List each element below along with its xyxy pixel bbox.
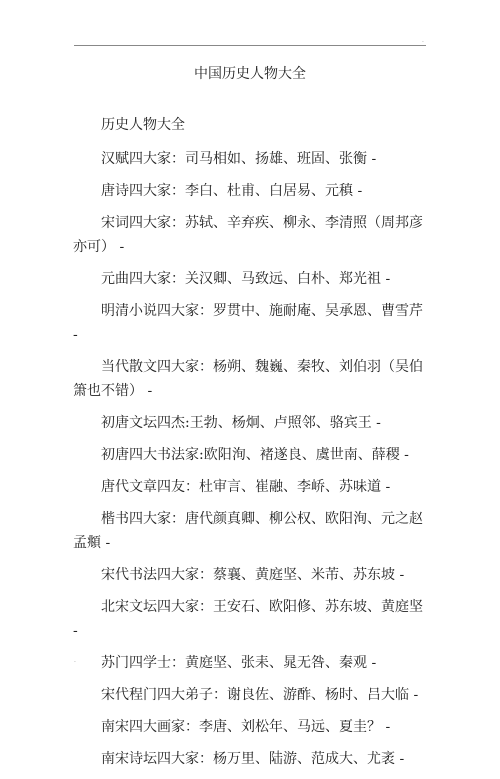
entry-song-ci: 宋词四大家：苏轼、辛弃疾、柳永、李清照（周邦彦亦可） -	[73, 215, 423, 255]
document-title: 中国历史人物大全	[194, 66, 306, 82]
document-body	[73, 113, 429, 779]
entry-tang-poetry: 唐诗四大家：李白、杜甫、白居易、元稹 -	[101, 183, 363, 199]
header-rule	[74, 45, 426, 46]
entry-northern-song-literature: 北宋文坛四大家：王安石、欧阳修、苏东坡、黄庭坚 -	[73, 599, 423, 639]
entry-yuan-qu: 元曲四大家：关汉卿、马致远、白朴、郑光祖 -	[101, 271, 391, 287]
entry-su-school-scholars: 苏门四学士：黄庭坚、张耒、晁无咎、秦观 -	[101, 655, 377, 671]
entry-southern-song-poets: 南宋诗坛四大家：杨万里、陆游、范成大、尤袤 -	[101, 751, 405, 767]
entry-early-tang-four: 初唐文坛四杰:王勃、杨炯、卢照邻、骆宾王 -	[101, 415, 381, 431]
entry-modern-prose: 当代散文四大家：杨朔、魏巍、秦牧、刘伯羽（吴伯箫也不错） -	[73, 359, 423, 399]
corner-mark-top: .	[422, 37, 424, 44]
corner-mark-bottom: .	[74, 657, 76, 664]
entry-ming-qing-novel: 明清小说四大家：罗贯中、施耐庵、吴承恩、曹雪芹 -	[73, 303, 423, 343]
entry-regular-script: 楷书四大家：唐代颜真卿、柳公权、欧阳洵、元之赵孟頫 -	[73, 511, 423, 551]
entry-tang-essay-friends: 唐代文章四友：杜审言、崔融、李峤、苏味道 -	[101, 479, 391, 495]
section-heading: 历史人物大全	[101, 117, 185, 133]
entry-han-fu: 汉赋四大家：司马相如、扬雄、班固、张衡 -	[101, 151, 377, 167]
entry-early-tang-calligraphy: 初唐四大书法家:欧阳洵、褚遂良、虞世南、薛稷 -	[101, 447, 409, 463]
entry-song-calligraphy: 宋代书法四大家：蔡襄、黄庭坚、米芾、苏东坡 -	[101, 567, 405, 583]
entry-southern-song-painters: 南宋四大画家：李唐、刘松年、马远、夏圭？ -	[101, 719, 391, 735]
entry-cheng-school-disciples: 宋代程门四大弟子：谢良佐、游酢、杨时、吕大临 -	[101, 687, 419, 703]
